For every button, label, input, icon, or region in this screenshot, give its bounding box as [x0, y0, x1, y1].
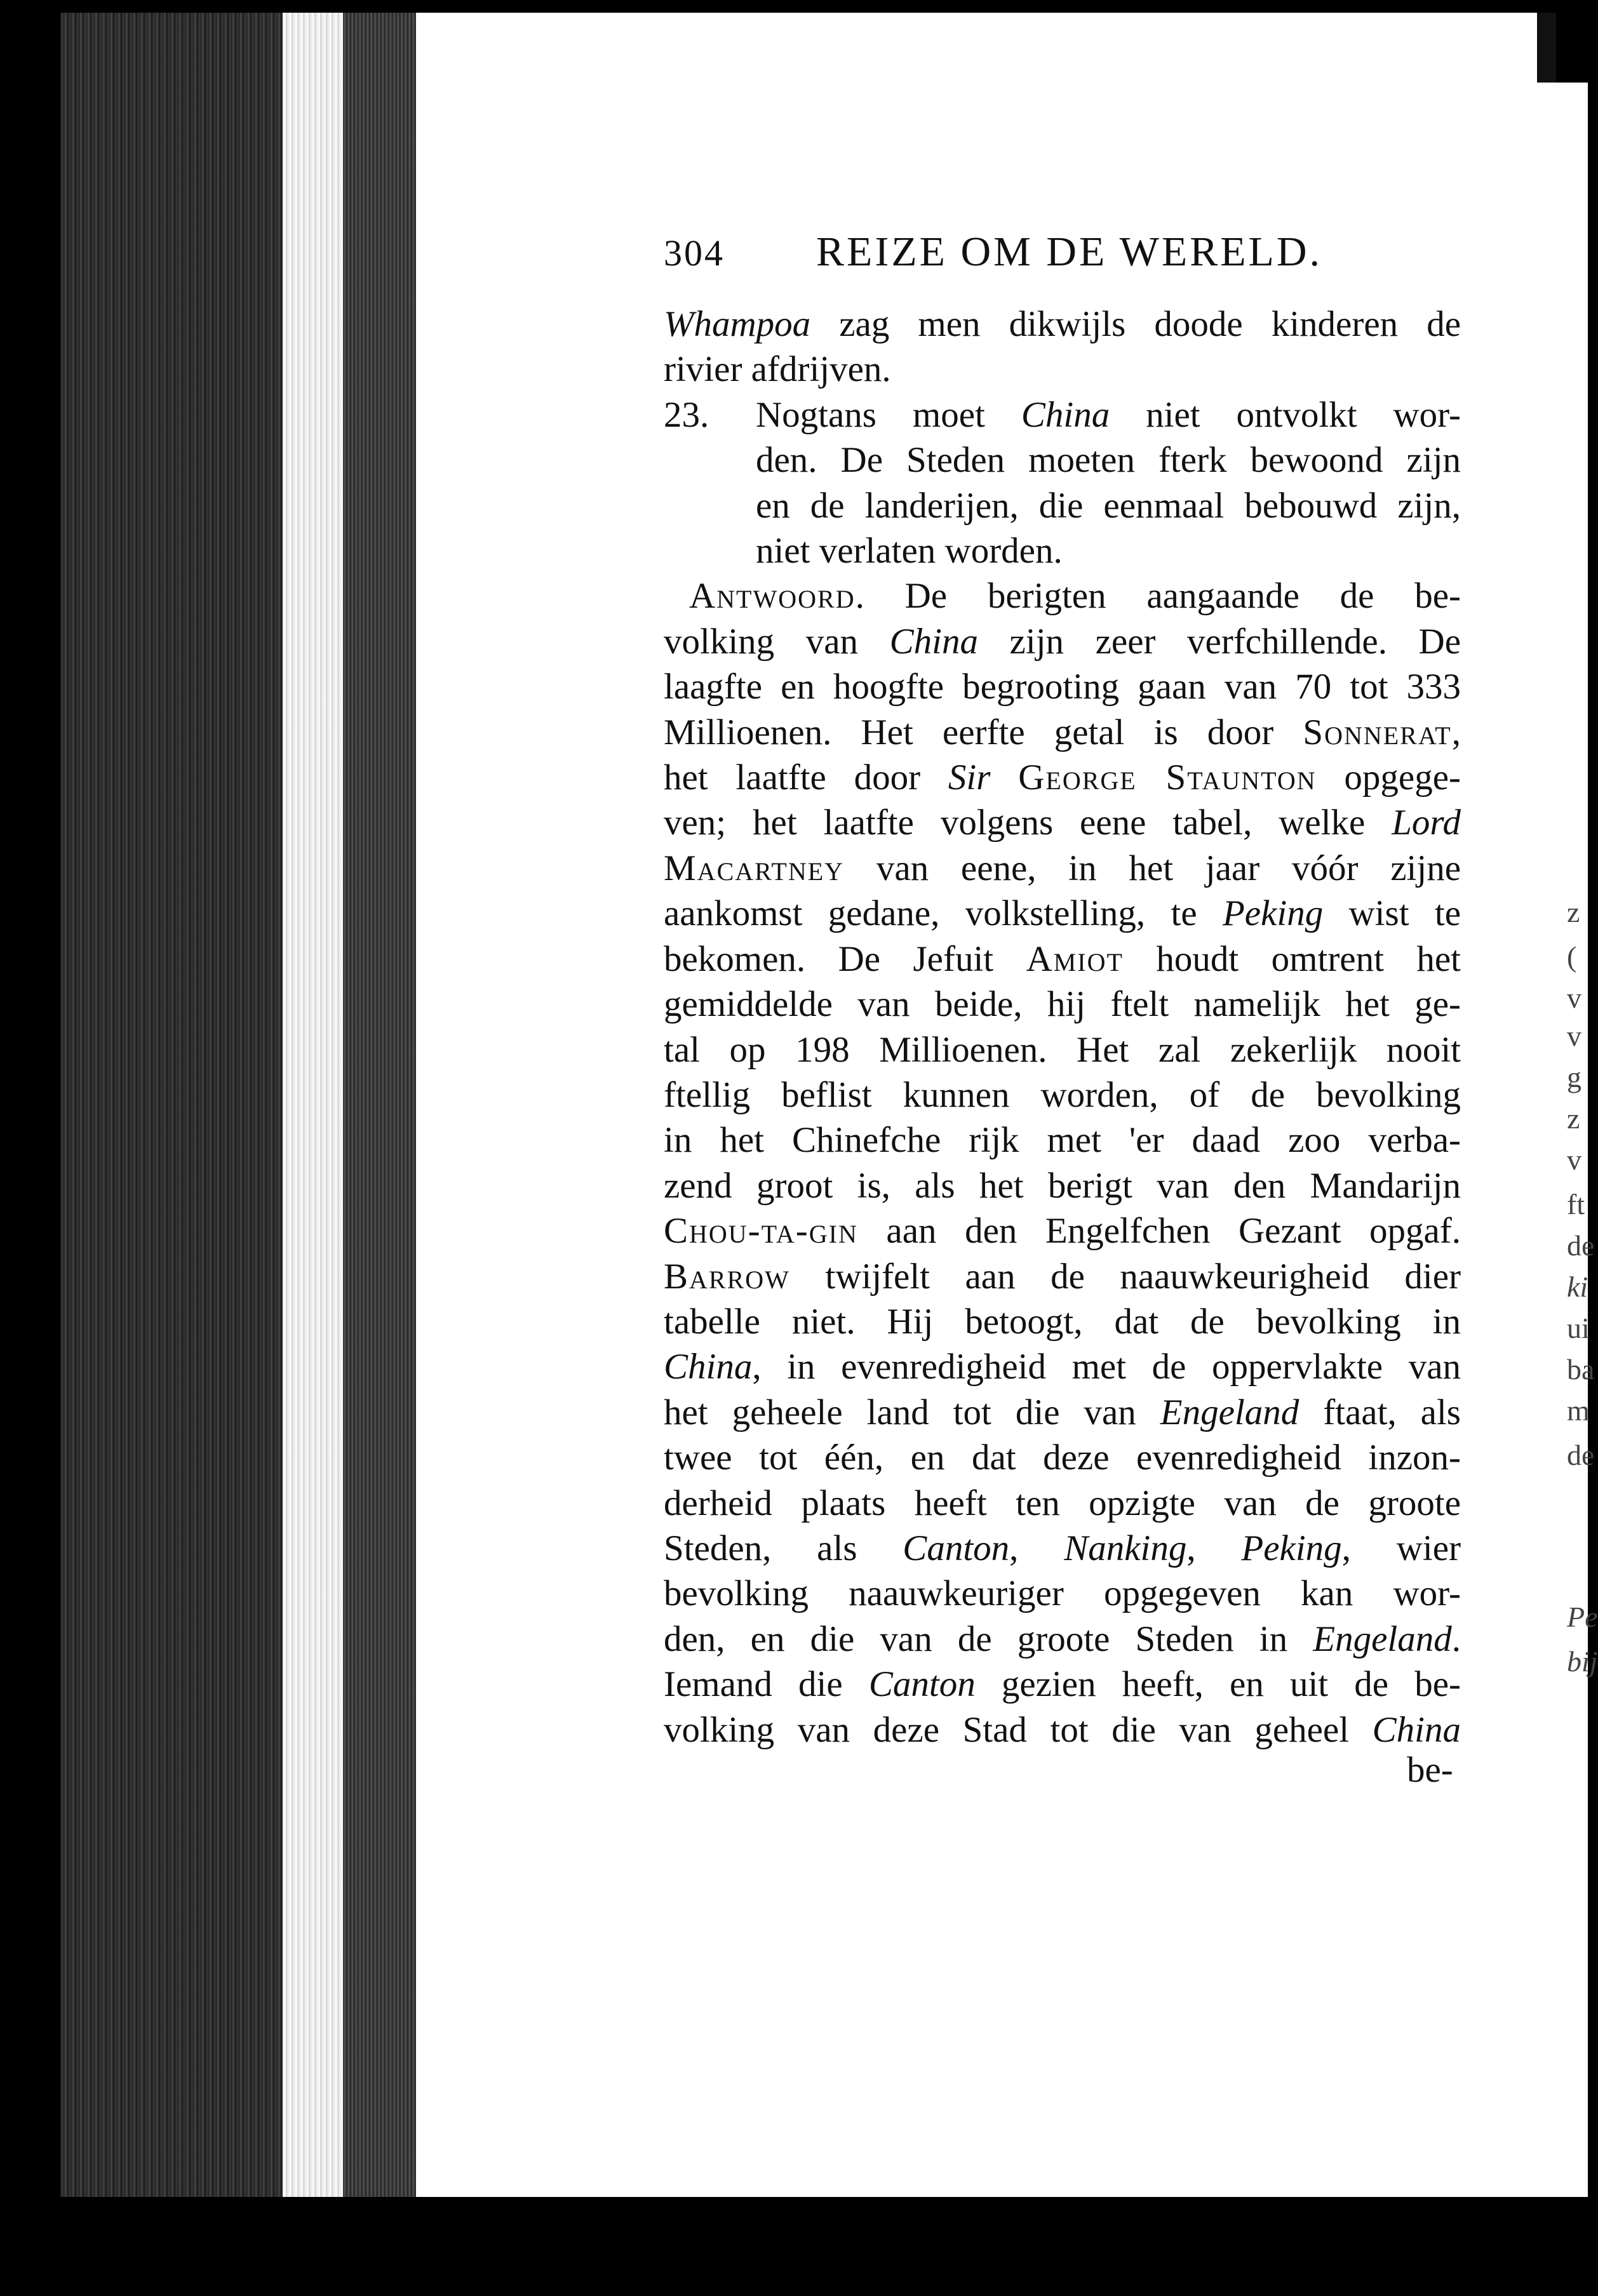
text-line	[664, 755, 1461, 800]
text-line	[664, 846, 1461, 891]
text-segment: tabelle niet. Hij betoogt, dat de bevolking in	[664, 1301, 1461, 1342]
text-segment: Whampoa	[664, 304, 811, 344]
text-line	[664, 1435, 1461, 1480]
text-segment: China	[1372, 1709, 1461, 1750]
text-segment: bevolking naauwkeuriger opgegeven kan wor-	[664, 1573, 1461, 1614]
text-line	[664, 664, 1461, 709]
text-segment: aankomst gedane, volkstelling, te	[664, 893, 1223, 934]
text-segment: Sir	[948, 758, 991, 798]
text-segment: China	[1021, 394, 1110, 435]
text-segment: zijn zeer verfchillende. De	[977, 621, 1461, 662]
paragraph-number: 23.	[664, 394, 709, 435]
text-segment: Sonnerat	[1303, 712, 1452, 752]
text-segment: ,	[1186, 1528, 1242, 1568]
text-segment: het geheele land tot die van	[664, 1392, 1160, 1432]
next-page-fragment: z	[1567, 896, 1580, 928]
book-page-edges-light	[283, 13, 343, 2197]
text-segment: en de landerijen, die eenmaal bebouwd zijn,	[756, 485, 1461, 526]
text-line	[664, 528, 1461, 573]
text-segment: Iemand die	[664, 1664, 869, 1705]
text-segment: , in evenredigheid met de oppervlakte van	[752, 1347, 1461, 1387]
book-gutter-shadow	[343, 13, 419, 2197]
text-line	[664, 1118, 1461, 1163]
text-segment: Canton	[868, 1664, 976, 1705]
text-segment: Peking	[1241, 1528, 1342, 1568]
text-segment: ftellig beflist kunnen worden, of de bevolking	[664, 1074, 1461, 1115]
next-page-fragment: v	[1567, 1020, 1581, 1052]
next-page-fragment: ki	[1567, 1271, 1588, 1303]
text-segment: bekomen. De Jefuit	[664, 938, 1026, 979]
next-page-glimpse	[1527, 83, 1598, 2197]
text-segment: Peking	[1222, 893, 1324, 934]
text-line	[664, 1481, 1461, 1526]
text-segment: Amiot	[1026, 938, 1124, 979]
text-segment: opgege-	[1316, 758, 1461, 798]
text-line	[664, 302, 1461, 347]
text-line	[664, 1344, 1461, 1389]
text-line	[664, 1299, 1461, 1344]
page-header	[664, 229, 1461, 289]
text-line	[664, 619, 1461, 664]
text-segment: van eene, in het jaar vóór zijne	[844, 848, 1461, 888]
next-page-fragment: v	[1567, 1144, 1581, 1176]
text-segment: den, en die van de groote Steden in	[664, 1619, 1313, 1659]
text-segment: volking van deze Stad tot die van geheel	[664, 1709, 1373, 1750]
text-segment: gemiddelde van beide, hij ftelt namelijk het ge-	[664, 984, 1461, 1025]
catchword: be-	[1407, 1750, 1453, 1790]
text-segment: Canton	[903, 1528, 1010, 1568]
next-page-fragment: Pe	[1567, 1601, 1598, 1633]
next-page-fragment: ui	[1567, 1312, 1590, 1344]
running-title: REIZE OM DE WERELD.	[816, 229, 1323, 275]
text-line	[664, 982, 1461, 1027]
text-segment: ftaat, als	[1299, 1392, 1461, 1432]
text-segment: Lord	[1392, 803, 1461, 843]
text-segment: , wier	[1341, 1528, 1461, 1568]
text-segment: twijfelt aan de naauwkeurigheid dier	[789, 1256, 1461, 1297]
text-segment: wist te	[1323, 893, 1461, 934]
text-line	[664, 483, 1461, 528]
text-line	[664, 1208, 1461, 1253]
text-segment: ven; het laatfte volgens eene tabel, welke	[664, 803, 1392, 843]
text-segment: den. De Steden moeten fterk bewoond zijn	[756, 440, 1461, 481]
text-line	[664, 437, 1461, 483]
text-line	[664, 1254, 1461, 1299]
text-segment: volking van	[664, 621, 890, 662]
text-segment: Nanking	[1064, 1528, 1187, 1568]
text-segment: zag men dikwijls doode kinderen de	[810, 304, 1461, 344]
next-page-fragment: v	[1567, 982, 1581, 1014]
text-line	[664, 800, 1461, 845]
text-segment: China	[889, 621, 978, 662]
text-line	[664, 392, 1461, 437]
text-line	[664, 1072, 1461, 1118]
text-line	[664, 1027, 1461, 1072]
text-segment: Steden, als	[664, 1528, 903, 1568]
text-segment: Chou-ta-gin	[664, 1211, 858, 1251]
text-line	[664, 1526, 1461, 1571]
next-page-fragment: g	[1567, 1061, 1581, 1093]
text-segment: Millioenen. Het eerfte getal is door	[664, 712, 1303, 752]
text-segment: China	[664, 1347, 753, 1387]
text-line	[664, 1707, 1461, 1752]
text-segment: tal op 198 Millioenen. Het zal zekerlijk nooit	[664, 1029, 1461, 1070]
text-segment: niet verlaten worden.	[756, 531, 1063, 571]
text-segment: het laatfte door	[664, 758, 948, 798]
text-segment: niet ontvolkt wor-	[1110, 394, 1461, 435]
text-segment: twee tot één, en dat deze evenredigheid inzon-	[664, 1438, 1461, 1478]
text-line	[664, 1662, 1461, 1707]
text-segment: Engeland	[1313, 1619, 1452, 1659]
text-segment: houdt omtrent het	[1123, 938, 1461, 979]
text-line	[664, 1617, 1461, 1662]
next-page-fragment: m	[1567, 1394, 1590, 1427]
text-segment: George Staunton	[1018, 758, 1317, 798]
text-segment: .	[1451, 1619, 1461, 1659]
text-segment: zend groot is, als het berigt van den Mandarijn	[664, 1165, 1461, 1206]
text-line	[664, 937, 1461, 982]
next-page-fragment: ft	[1567, 1188, 1585, 1220]
text-segment: Macartney	[664, 848, 845, 888]
text-segment	[990, 758, 1018, 798]
text-line	[664, 710, 1461, 755]
text-segment: Nogtans moet	[756, 394, 1021, 435]
text-line	[664, 573, 1461, 618]
text-segment: ,	[1009, 1528, 1064, 1568]
text-segment: rivier afdrijven.	[664, 349, 891, 390]
next-page-fragment: z	[1567, 1102, 1580, 1135]
text-line	[664, 1390, 1461, 1435]
next-page-fragment: bij	[1567, 1645, 1598, 1678]
text-segment: ,	[1451, 712, 1461, 752]
text-segment: aan den Engelfchen Gezant opgaf.	[857, 1211, 1461, 1251]
text-segment: derheid plaats heeft ten opzigte van de groote	[664, 1483, 1461, 1523]
text-segment: laagfte en hoogfte begrooting gaan van 70 tot 333	[664, 667, 1461, 707]
text-segment: . De berigten aangaande de be-	[855, 576, 1461, 617]
text-line	[664, 891, 1461, 936]
page-number: 304	[664, 232, 725, 274]
text-segment: gezien heeft, en uit de be-	[975, 1664, 1461, 1705]
text-segment: Engeland	[1160, 1392, 1299, 1432]
text-segment: in het Chinefche rijk met 'er daad zoo verba-	[664, 1120, 1461, 1161]
text-line	[664, 1163, 1461, 1208]
body-text	[664, 302, 1461, 1752]
text-line	[664, 1571, 1461, 1616]
text-segment: Antwoord	[689, 576, 856, 617]
text-line	[664, 347, 1461, 392]
text-segment: Barrow	[664, 1256, 790, 1297]
next-page-fragment: (	[1567, 940, 1577, 973]
next-page-fragment: ba	[1567, 1353, 1595, 1385]
next-page-fragment: de	[1567, 1439, 1595, 1471]
next-page-fragment: de	[1567, 1229, 1595, 1262]
